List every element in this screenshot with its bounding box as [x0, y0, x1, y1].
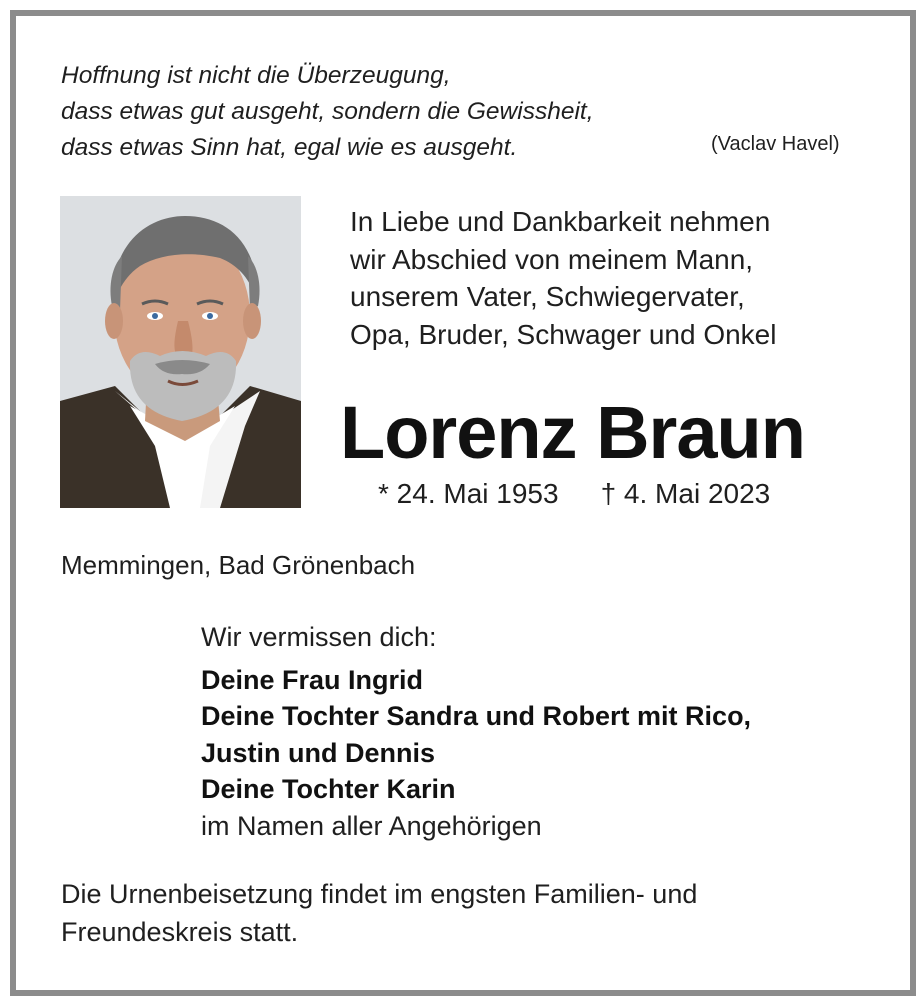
closing-line: Freundeskreis statt.: [61, 917, 299, 947]
mourners-block: [201, 619, 751, 844]
mourner-name: Deine Tochter Sandra und Robert mit Rico,: [201, 701, 752, 731]
quote-author: (Vaclav Havel): [711, 133, 840, 155]
quote-line: dass etwas gut ausgeht, sondern die Gewissheit,: [61, 98, 594, 125]
quote-line: Hoffnung ist nicht die Überzeugung,: [61, 62, 451, 89]
mourners-heading: Wir vermissen dich:: [201, 622, 437, 652]
life-dates: [378, 478, 770, 510]
mourner-name: Deine Tochter Karin: [201, 774, 456, 804]
mourners-footer: im Namen aller Angehörigen: [201, 810, 542, 841]
mourner-name: Deine Frau Ingrid: [201, 664, 424, 695]
intro-line: wir Abschied von meinem Mann,: [350, 243, 754, 275]
quote-line: dass etwas Sinn hat, egal wie es ausgeht.: [61, 134, 518, 161]
intro-line: In Liebe und Dankbarkeit nehmen: [350, 206, 771, 237]
deceased-name: Lorenz Braun: [340, 391, 805, 474]
location: Memmingen, Bad Grönenbach: [61, 550, 416, 580]
intro-line: unserem Vater, Schwiegervater,: [350, 281, 745, 312]
intro-text: [350, 203, 776, 353]
birth-date: * 24. Mai 1953: [378, 478, 559, 509]
closing-note: [61, 875, 697, 951]
quote: [61, 58, 594, 166]
portrait-photo: [60, 196, 301, 508]
death-date: † 4. Mai 2023: [600, 478, 771, 509]
portrait-image: [60, 196, 301, 508]
intro-line: Opa, Bruder, Schwager und Onkel: [350, 318, 777, 350]
closing-line: Die Urnenbeisetzung findet im engsten Familien- und: [61, 879, 698, 909]
mourner-name: Justin und Dennis: [201, 737, 436, 768]
